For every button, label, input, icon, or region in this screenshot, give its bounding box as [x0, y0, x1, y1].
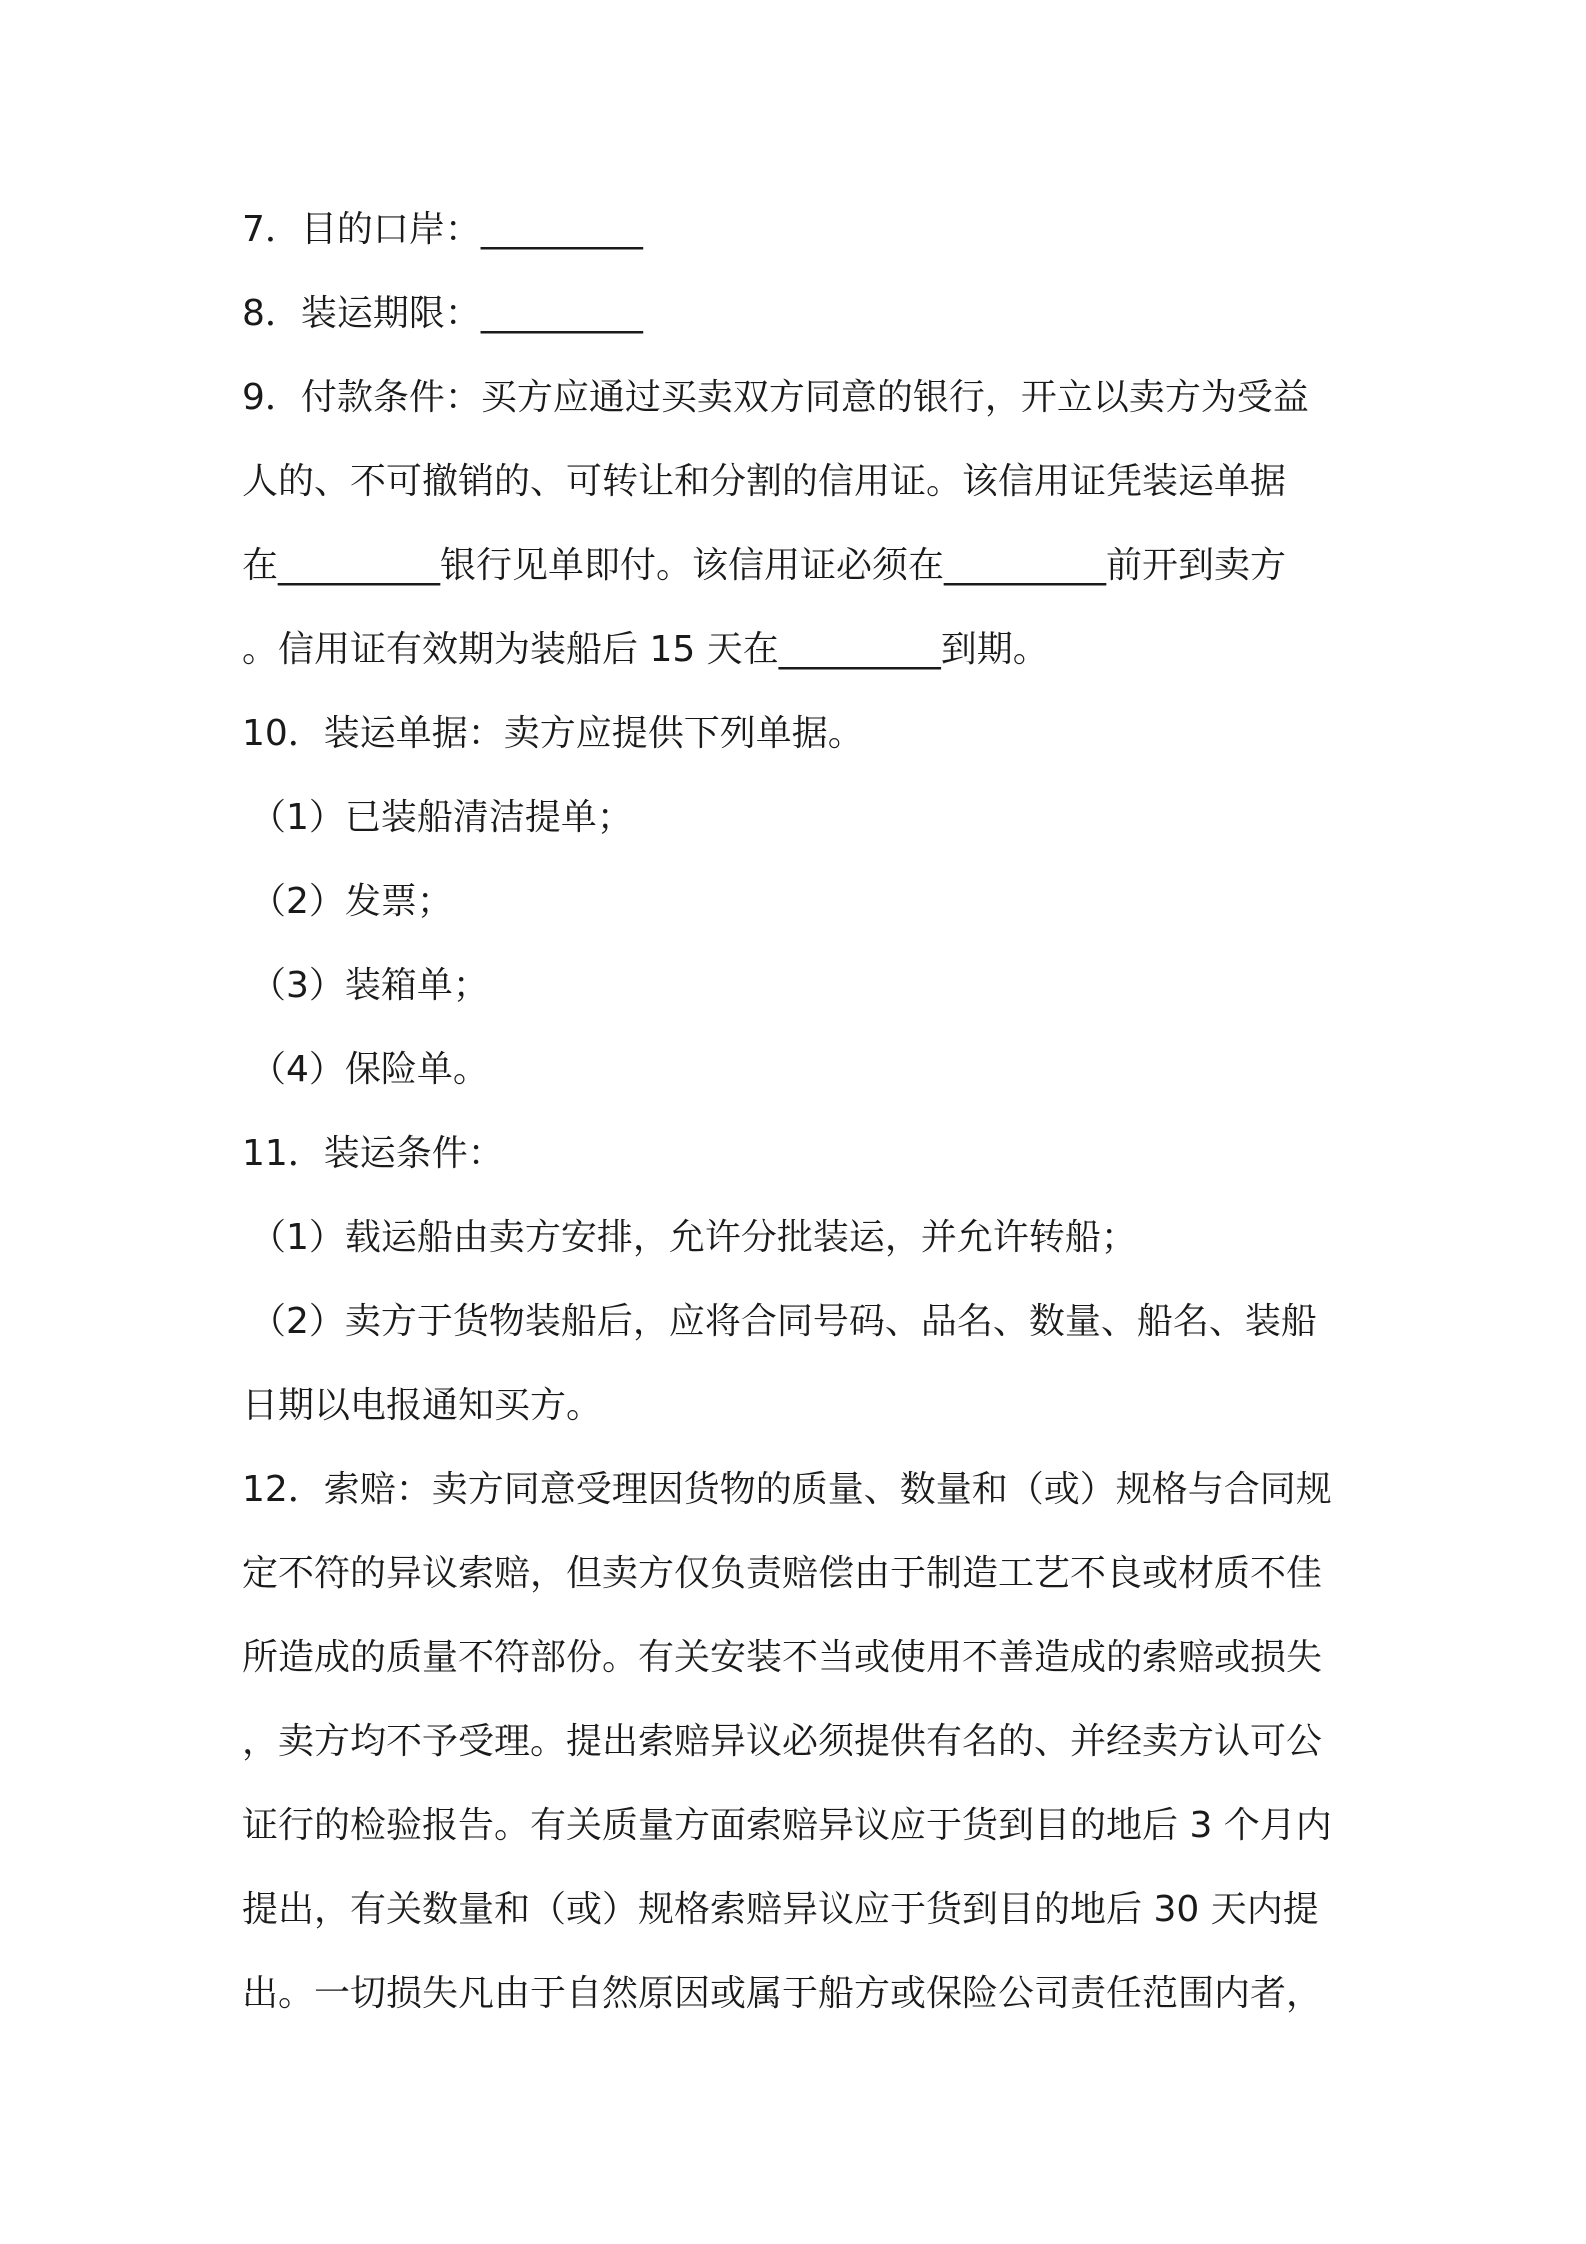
document-item-3: （3）装箱单； [250, 965, 489, 1006]
clause-12-claims: 12．索赔：卖方同意受理因货物的质量、数量和（或）规格与合同规 [242, 1469, 1332, 1510]
clause-12-claims-line-6: 提出，有关数量和（或）规格索赔异议应于货到目的地后 30 天内提 [242, 1889, 1319, 1930]
clause-12-claims-line-5: 证行的检验报告。有关质量方面索赔异议应于货到目的地后 3 个月内 [242, 1805, 1332, 1846]
document-item-4: （4）保险单。 [250, 1049, 489, 1090]
clause-9-payment-terms-line-3: 在_________银行见单即付。该信用证必须在_________前开到卖方 [242, 545, 1287, 586]
clause-9-payment-terms-line-2: 人的、不可撤销的、可转让和分割的信用证。该信用证凭装运单据 [242, 461, 1287, 502]
clause-9-payment-terms: 9．付款条件：买方应通过买卖双方同意的银行，开立以卖方为受益 [242, 377, 1309, 418]
clause-12-claims-line-4: ，卖方均不予受理。提出索赔异议必须提供有名的、并经卖方认可公 [242, 1721, 1323, 1762]
clause-8-shipment-time: 8．装运期限：_________ [242, 293, 643, 334]
shipping-condition-2-line-2: 日期以电报通知买方。 [242, 1385, 603, 1426]
clause-7-destination-port: 7．目的口岸：_________ [242, 209, 643, 250]
clause-12-claims-line-3: 所造成的质量不符部份。有关安装不当或使用不善造成的索赔或损失 [242, 1637, 1323, 1678]
clause-10-shipping-documents: 10．装运单据：卖方应提供下列单据。 [242, 713, 864, 754]
document-item-1: （1）已装船清洁提单； [250, 797, 633, 838]
clause-12-claims-line-2: 定不符的异议索赔，但卖方仅负责赔偿由于制造工艺不良或材质不佳 [242, 1553, 1323, 1594]
clause-11-shipping-conditions: 11．装运条件： [242, 1133, 504, 1174]
clause-12-claims-line-7: 出。一切损失凡由于自然原因或属于船方或保险公司责任范围内者， [242, 1973, 1323, 2014]
document-item-2: （2）发票； [250, 881, 453, 922]
shipping-condition-1: （1）载运船由卖方安排，允许分批装运，并允许转船； [250, 1217, 1137, 1258]
shipping-condition-2: （2）卖方于货物装船后，应将合同号码、品名、数量、船名、装船 [250, 1301, 1317, 1342]
clause-9-payment-terms-line-4: 。信用证有效期为装船后 15 天在_________到期。 [242, 629, 1049, 670]
